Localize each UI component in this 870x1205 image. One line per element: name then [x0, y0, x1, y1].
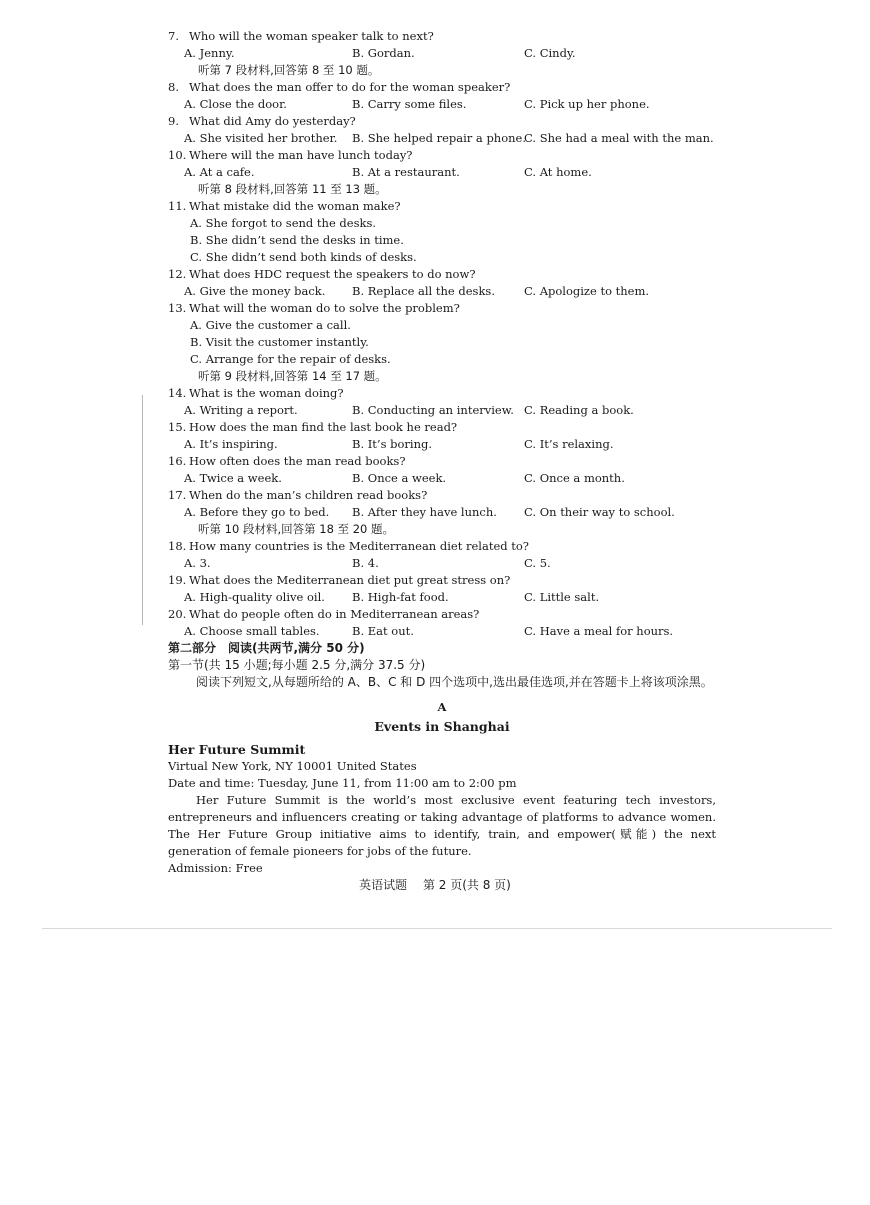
option-c: C. Cindy.: [524, 46, 576, 60]
section1-heading: 第一节(共 15 小题;每小题 2.5 分,满分 37.5 分): [168, 658, 426, 672]
options-row: [168, 283, 728, 300]
option-a: A. 3.: [184, 556, 211, 570]
option-c: C. On their way to school.: [524, 505, 675, 519]
question-number: 16.: [168, 454, 187, 468]
section-listening-note: 听第 10 段材料,回答第 18 至 20 题。: [198, 522, 394, 536]
options-row: [168, 623, 728, 640]
question-number: 11.: [168, 199, 187, 213]
option-c: C. Pick up her phone.: [524, 97, 650, 111]
question-stem: [168, 147, 728, 164]
footer-subject: 英语试题: [359, 878, 408, 892]
option-a: A. High-quality olive oil.: [184, 590, 325, 604]
question-text: What does the Mediterranean diet put great stress on?: [189, 573, 511, 587]
question-text: How does the man find the last book he read?: [189, 420, 458, 434]
option-b: B. After they have lunch.: [352, 505, 497, 519]
option-b: B. Eat out.: [352, 624, 414, 638]
question-stem: [168, 572, 728, 589]
option-b: B. Carry some files.: [352, 97, 467, 111]
option-b: B. Replace all the desks.: [352, 284, 495, 298]
reading-instruction: 阅读下列短文,从每题所给的 A、B、C 和 D 四个选项中,选出最佳选项,并在答题卡上将该项涂黑。: [196, 675, 713, 689]
option-b: B. Visit the customer instantly.: [190, 335, 369, 349]
option-c: C. At home.: [524, 165, 592, 179]
question-number: 8.: [168, 80, 179, 94]
question-stem: [168, 79, 728, 96]
option-c: C. It’s relaxing.: [524, 437, 614, 451]
option-c: C. She had a meal with the man.: [524, 131, 714, 145]
option-b: B. At a restaurant.: [352, 165, 460, 179]
question-number: 14.: [168, 386, 187, 400]
option-c: C. She didn’t send both kinds of desks.: [190, 250, 417, 264]
option-c: C. Little salt.: [524, 590, 600, 604]
question-text: What do people often do in Mediterranean areas?: [189, 607, 480, 621]
option-b: B. High-fat food.: [352, 590, 449, 604]
question-text: What will the woman do to solve the problem?: [189, 301, 460, 315]
exam-content: [168, 28, 728, 877]
options-row: [168, 130, 728, 147]
option-a: A. Before they go to bed.: [184, 505, 330, 519]
question-text: What did Amy do yesterday?: [189, 114, 356, 128]
scan-margin-line: [142, 395, 143, 625]
event-description: Her Future Summit is the world’s most exclusive event featuring tech investors, entrepreneurs and influencers creating or taking advantage of platforms to advance women. The Her Future Group initiative aims to identify, train, and empower(赋能) the next generation of female pioneers for jobs of the future.: [168, 793, 716, 858]
question-text: When do the man’s children read books?: [189, 488, 428, 502]
question-number: 12.: [168, 267, 187, 281]
options-row: [168, 555, 728, 572]
option-a: A. Jenny.: [184, 46, 235, 60]
options-row: [168, 436, 728, 453]
options-row: [168, 504, 728, 521]
option-c: C. 5.: [524, 556, 551, 570]
footer-page-number: 第 2 页(共 8 页): [422, 878, 511, 892]
question-stem: [168, 113, 728, 130]
question-number: 10.: [168, 148, 187, 162]
question-stem: [168, 266, 728, 283]
question-text: Where will the man have lunch today?: [189, 148, 413, 162]
question-text: Who will the woman speaker talk to next?: [189, 29, 434, 43]
option-c: C. Apologize to them.: [524, 284, 650, 298]
question-number: 19.: [168, 573, 187, 587]
options-row: [168, 96, 728, 113]
option-a: A. Writing a report.: [184, 403, 298, 417]
question-number: 15.: [168, 420, 187, 434]
option-a: A. At a cafe.: [184, 165, 255, 179]
option-c: C. Once a month.: [524, 471, 625, 485]
question-stem: [168, 300, 728, 317]
option-a: A. She forgot to send the desks.: [190, 216, 377, 230]
question-number: 13.: [168, 301, 187, 315]
option-b: B. Once a week.: [352, 471, 447, 485]
option-a: A. She visited her brother.: [184, 131, 338, 145]
question-number: 7.: [168, 29, 179, 43]
question-stem: [168, 419, 728, 436]
event-admission: Admission: Free: [168, 861, 263, 875]
options-row: [168, 164, 728, 181]
question-number: 20.: [168, 607, 187, 621]
question-text: What does HDC request the speakers to do now?: [189, 267, 476, 281]
question-text: How many countries is the Mediterranean diet related to?: [189, 539, 529, 553]
part2-heading: 第二部分 阅读(共两节,满分 50 分): [168, 641, 365, 655]
event-location: Virtual New York, NY 10001 United States: [168, 759, 417, 773]
question-text: How often does the man read books?: [189, 454, 406, 468]
question-number: 9.: [168, 114, 179, 128]
option-b: B. She helped repair a phone.: [352, 131, 527, 145]
option-a: A. Twice a week.: [184, 471, 282, 485]
question-stem: [168, 487, 728, 504]
passage-title: Events in Shanghai: [374, 719, 510, 734]
option-c: C. Have a meal for hours.: [524, 624, 674, 638]
question-stem: [168, 453, 728, 470]
option-a: A. Give the customer a call.: [190, 318, 351, 332]
options-row: [168, 470, 728, 487]
question-text: What does the man offer to do for the woman speaker?: [189, 80, 511, 94]
option-b: B. 4.: [352, 556, 379, 570]
option-b: B. Gordan.: [352, 46, 415, 60]
option-a: A. It’s inspiring.: [184, 437, 278, 451]
option-a: A. Close the door.: [184, 97, 287, 111]
section-listening-note: 听第 8 段材料,回答第 11 至 13 题。: [198, 182, 387, 196]
question-number: 18.: [168, 539, 187, 553]
options-row: [168, 45, 728, 62]
question-stem: [168, 28, 728, 45]
option-c: C. Reading a book.: [524, 403, 634, 417]
option-a: A. Give the money back.: [184, 284, 326, 298]
option-c: C. Arrange for the repair of desks.: [190, 352, 391, 366]
question-text: What mistake did the woman make?: [189, 199, 401, 213]
options-row: [168, 402, 728, 419]
passage-letter: A: [437, 700, 447, 714]
question-stem: [168, 198, 728, 215]
option-b: B. It’s boring.: [352, 437, 433, 451]
event-name: Her Future Summit: [168, 742, 306, 757]
page-divider: [42, 928, 832, 929]
section-listening-note: 听第 9 段材料,回答第 14 至 17 题。: [198, 369, 387, 383]
question-stem: [168, 538, 728, 555]
option-b: B. She didn’t send the desks in time.: [190, 233, 404, 247]
option-b: B. Conducting an interview.: [352, 403, 514, 417]
question-text: What is the woman doing?: [189, 386, 344, 400]
section-listening-note: 听第 7 段材料,回答第 8 至 10 题。: [198, 63, 380, 77]
options-row: [168, 589, 728, 606]
question-number: 17.: [168, 488, 187, 502]
question-stem: [168, 385, 728, 402]
page-footer: [0, 876, 870, 893]
question-stem: [168, 606, 728, 623]
event-datetime: Date and time: Tuesday, June 11, from 11:00 am to 2:00 pm: [168, 776, 517, 790]
option-a: A. Choose small tables.: [184, 624, 320, 638]
